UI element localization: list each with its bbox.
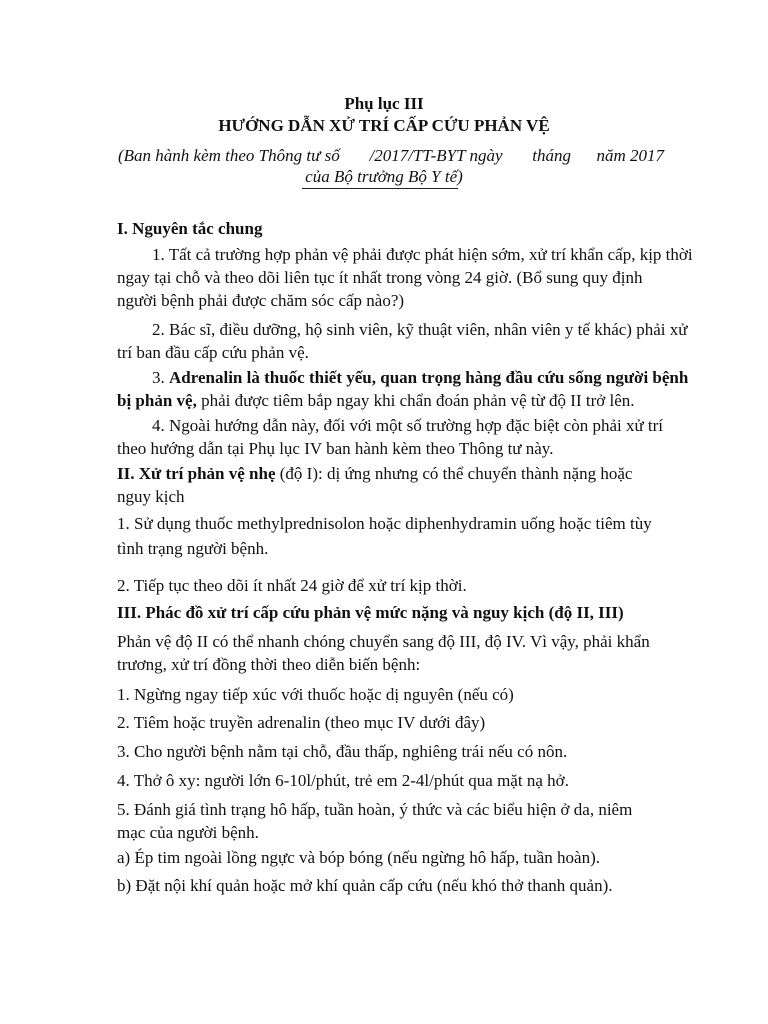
body-text: phải được tiêm bắp ngay khi chẩn đoán phản vệ từ độ II trở lên. [196, 391, 635, 410]
text-line: 5. Đánh giá tình trạng hô hấp, tuần hoàn, ý thức và các biểu hiện ở da, niêm [117, 800, 633, 819]
text-line: Phản vệ độ II có thể nhanh chóng chuyển sang độ III, độ IV. Vì vậy, phải khẩn [117, 632, 650, 651]
text-line: tình trạng người bệnh. [117, 539, 269, 558]
section-3-step-3 [117, 740, 663, 763]
text-line: 4. Thở ô xy: người lớn 6-10l/phút, trẻ em 2-4l/phút qua mặt nạ hở. [117, 771, 569, 790]
text-line: 2. Tiêm hoặc truyền adrenalin (theo mục IV dưới đây) [117, 713, 486, 732]
section-1-item-1 [117, 243, 693, 312]
text-line: theo hướng dẫn tại Phụ lục IV ban hành kèm theo Thông tư này. [117, 439, 554, 458]
section-1-item-3 [117, 366, 689, 412]
text-line: nguy kịch [117, 487, 185, 506]
text-line: 2. Bác sĩ, điều dưỡng, hộ sinh viên, kỹ thuật viên, nhân viên y tế khác) phải xử [152, 320, 688, 339]
text-line: 1. Sử dụng thuốc methylprednisolon hoặc diphenhydramin uống hoặc tiêm tùy [117, 514, 652, 533]
issued-note-line1: (Ban hành kèm theo Thông tư số /2017/TT-BYT ngày tháng năm 2017 [118, 146, 665, 165]
section-3-heading [117, 601, 663, 624]
section-1-heading: I. Nguyên tắc chung [117, 219, 263, 238]
text-line [117, 389, 663, 412]
section-2-subtitle: (độ I): dị ứng nhưng có thể chuyển thành nặng hoặc [275, 464, 633, 483]
text-line: người bệnh phải được chăm sóc cấp nào?) [117, 291, 405, 310]
text-line: a) Ép tim ngoài lồng ngực và bóp bóng (nếu ngừng hô hấp, tuần hoàn). [117, 848, 600, 867]
text-line: 1. Tất cả trường hợp phản vệ phải được phát hiện sớm, xử trí khẩn cấp, kịp thời [152, 245, 693, 264]
section-3-step-1 [117, 683, 663, 706]
section-2-item-1 [117, 511, 663, 561]
section-3-step-2 [117, 711, 663, 734]
item-number: 3. [152, 368, 169, 387]
section-2-title: II. Xử trí phản vệ nhẹ [117, 464, 276, 483]
section-2-item-2 [117, 574, 663, 597]
section-1-item-2 [117, 318, 688, 364]
text-line [117, 462, 663, 485]
appendix-label: Phụ lục III [344, 94, 424, 113]
text-line: trương, xử trí đồng thời theo diễn biến bệnh: [117, 655, 421, 674]
text-line: b) Đặt nội khí quản hoặc mở khí quản cấp cứu (nếu khó thở thanh quản). [117, 876, 613, 895]
text-line: 2. Tiếp tục theo dõi ít nhất 24 giờ để xử trí kịp thời. [117, 576, 467, 595]
text-line: 4. Ngoài hướng dẫn này, đối với một số trường hợp đặc biệt còn phải xử trí [152, 416, 664, 435]
text-line: mạc của người bệnh. [117, 823, 259, 842]
text-line: 3. Cho người bệnh nằm tại chỗ, đầu thấp, nghiêng trái nếu có nôn. [117, 742, 568, 761]
text-line: 1. Ngừng ngay tiếp xúc với thuốc hoặc dị nguyên (nếu có) [117, 685, 514, 704]
section-2-heading [117, 462, 663, 508]
section-3-step-5 [117, 798, 663, 844]
document-title: HƯỚNG DẪN XỬ TRÍ CẤP CỨU PHẢN VỆ [218, 116, 550, 135]
text-line [117, 366, 689, 389]
emphasis-text: Adrenalin là thuốc thiết yếu, quan trọng hàng đầu cứu sống người bệnh [169, 368, 689, 387]
section-3-step-5a [117, 846, 663, 869]
section-3-step-5b [117, 874, 663, 897]
divider-rule [302, 188, 458, 189]
text-line: trí ban đầu cấp cứu phản vệ. [117, 343, 309, 362]
section-1-item-4 [117, 414, 663, 460]
emphasis-text: bị phản vệ, [117, 391, 197, 410]
text-line: ngay tại chỗ và theo dõi liên tục ít nhất trong vòng 24 giờ. (Bổ sung quy định [117, 268, 643, 287]
issued-note-line2: của Bộ trưởng Bộ Y tế) [305, 167, 463, 186]
section-3-step-4 [117, 769, 663, 792]
section-3-intro [117, 630, 663, 676]
text-line: III. Phác đồ xử trí cấp cứu phản vệ mức nặng và nguy kịch (độ II, III) [117, 603, 624, 622]
